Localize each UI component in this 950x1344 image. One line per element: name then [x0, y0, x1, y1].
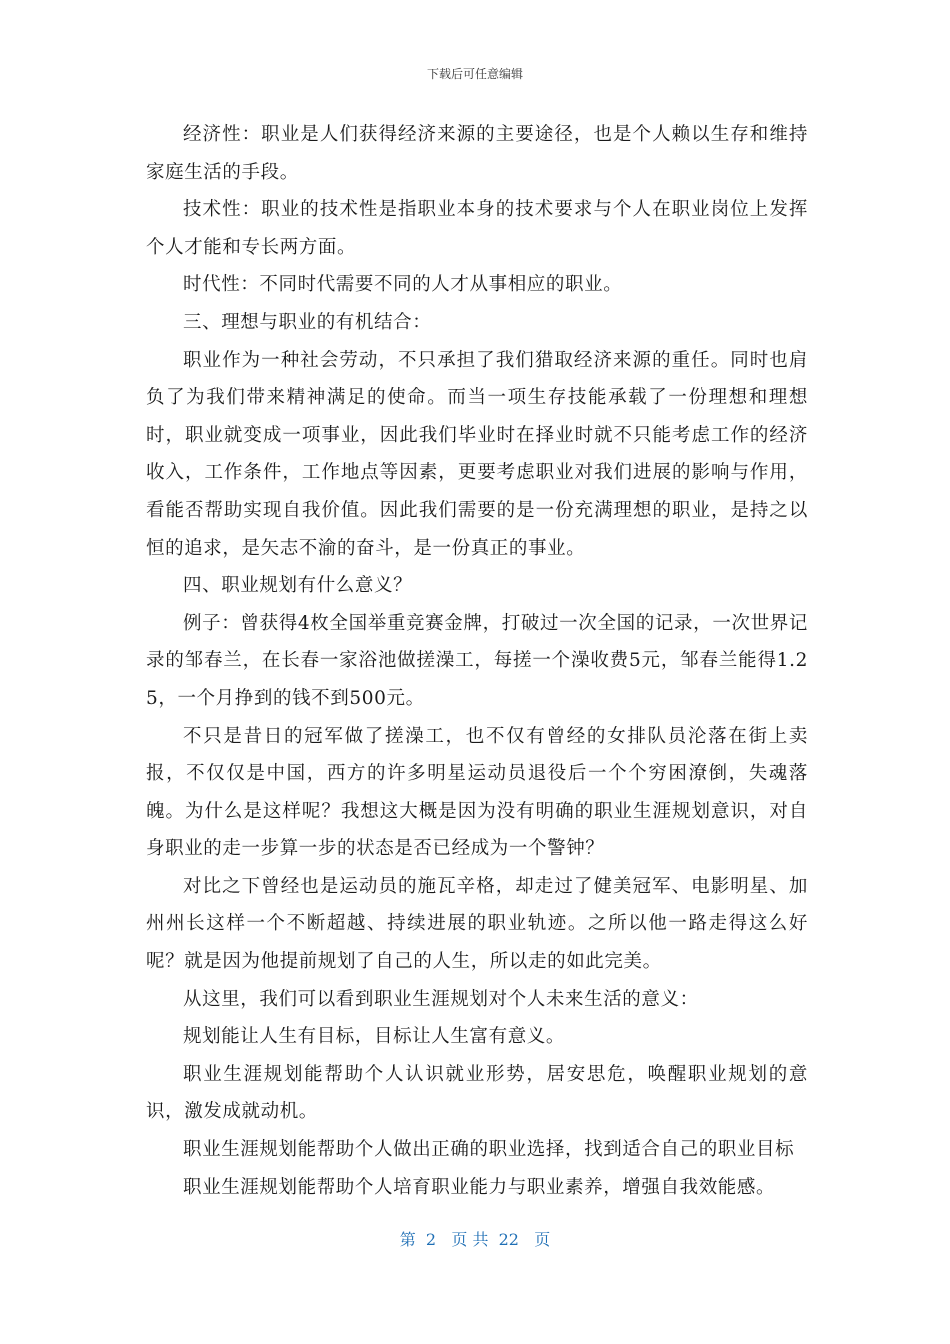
paragraph-economic: 经济性：职业是人们获得经济来源的主要途径，也是个人赖以生存和维持家庭生活的手段。 [146, 124, 808, 183]
paragraph-career-ability: 职业生涯规划能帮助个人培育职业能力与职业素养，增强自我效能感。 [183, 1176, 776, 1198]
page-number-footer: 第 2 页 共 22 页 [399, 1230, 551, 1249]
section-heading-four: 四、职业规划有什么意义？ [183, 575, 413, 597]
section-heading-three: 三、理想与职业的有机结合： [183, 311, 432, 333]
document-body [146, 116, 808, 1206]
paragraph-schwarzenegger: 对比之下曾经也是运动员的施瓦辛格，却走过了健美冠军、电影明星、加州州长这样一个不断超越、持续进展的职业轨迹。之所以他一路走得这么好呢？就是因为他提前规划了自己的人生，所以走的如此完美。 [146, 875, 808, 973]
paragraph-example: 例子：曾获得4枚全国举重竞赛金牌，打破过一次全国的记录，一次世界记录的邹春兰，在长春一家浴池做搓澡工，每搓一个澡收费5元，邹春兰能得1.25，一个月挣到的钱不到500元。 [146, 612, 808, 709]
paragraph-champions: 不只是昔日的冠军做了搓澡工，也不仅有曾经的女排队员沦落在街上卖报，不仅仅是中国，西方的许多明星运动员退役后一个个穷困潦倒，失魂落魄。为什么是这样呢？我想这大概是因为没有明确的职业生涯规划意识，对自身职业的走一步算一步的状态是否已经成为一个警钟？ [146, 725, 808, 860]
paragraph-career-choice: 职业生涯规划能帮助个人做出正确的职业选择，找到适合自己的职业目标 [183, 1139, 795, 1161]
page-header: 下载后可任意编辑 [426, 67, 523, 81]
paragraph-ideal-career: 职业作为一种社会劳动，不只承担了我们猎取经济来源的重任。同时也肩负了为我们带来精神满足的使命。而当一项生存技能承载了一份理想和理想时，职业就变成一项事业，因此我们毕业时在择业时就不只能考虑工作的经济收入，工作条件，工作地点等因素，更要考虑职业对我们进展的影响与作用，看能否帮助实现自我价值。因此我们需要的是一份充满理想的职业，是持之以恒的追求，是矢志不渝的奋斗，是一份真正的事业。 [146, 349, 808, 559]
paragraph-employment-awareness: 职业生涯规划能帮助个人认识就业形势，居安思危，唤醒职业规划的意识，激发成就动机。 [146, 1063, 808, 1123]
paragraph-goal: 规划能让人生有目标，目标让人生富有意义。 [183, 1026, 566, 1048]
paragraph-era: 时代性：不同时代需要不同的人才从事相应的职业。 [183, 274, 623, 296]
paragraph-significance-intro: 从这里，我们可以看到职业生涯规划对个人未来生活的意义： [183, 988, 699, 1010]
paragraph-technical: 技术性：职业的技术性是指职业本身的技术要求与个人在职业岗位上发挥个人才能和专长两方面。 [146, 199, 808, 258]
